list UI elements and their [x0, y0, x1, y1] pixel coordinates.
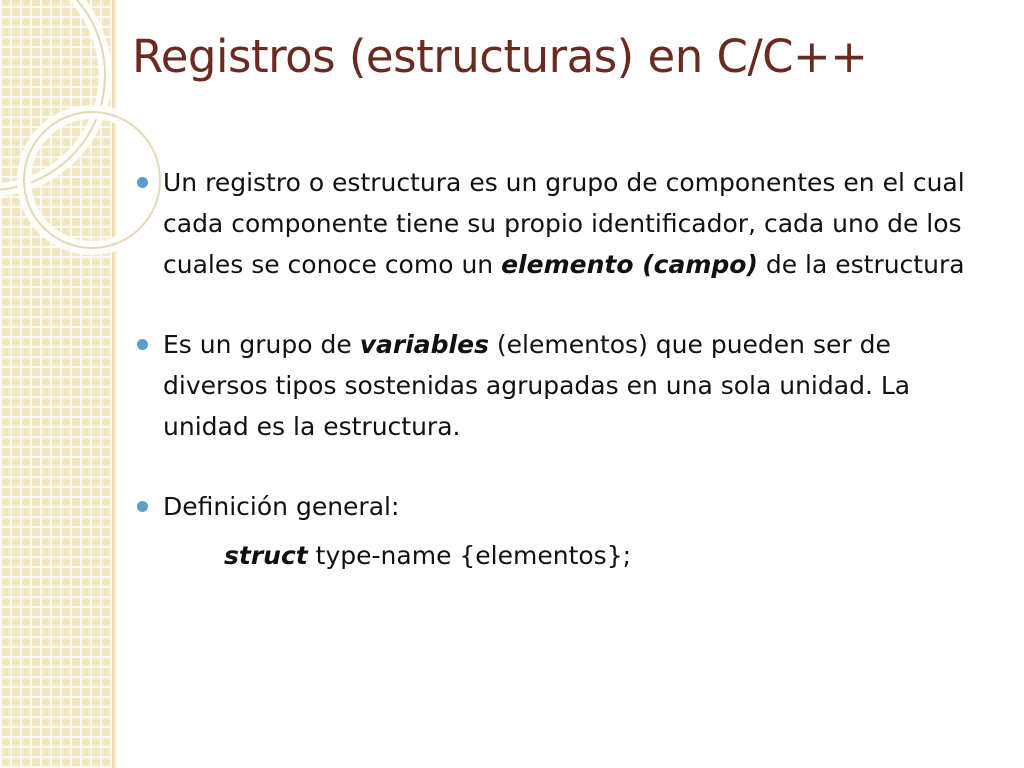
bullet-dot-icon: [137, 339, 148, 350]
slide-title: Registros (estructuras) en C/C++: [132, 30, 868, 83]
bullet-dot-icon: [137, 501, 148, 512]
bullet-2-text-after: (elementos) que pueden ser de diversos tipos sostenidas agrupadas en una sola unidad. La unidad es la estructura.: [163, 330, 911, 441]
bullet-dot-icon: [137, 177, 148, 188]
decorative-ring-large: [0, 0, 105, 190]
bullet-1-text-after: de la estructura: [757, 250, 965, 279]
struct-keyword: struct: [224, 541, 308, 570]
slide-content: [132, 162, 992, 576]
bullet-3-text: Definición general:: [163, 492, 400, 521]
bullet-1-emphasis: elemento (campo): [501, 250, 758, 279]
decorative-rings: [0, 0, 140, 260]
bullet-1-text: Un registro o estructura es un grupo de componentes en el cual cada componente tiene su propio identificador, cada uno de los cuales se conoce como un: [163, 168, 965, 279]
struct-definition-rest: type-name {elementos};: [307, 541, 632, 570]
bullet-item-3: [132, 486, 992, 527]
bullet-2-emphasis: variables: [359, 330, 489, 359]
bullet-item-2: [132, 324, 992, 447]
bullet-item-1: [132, 162, 992, 285]
struct-definition-line: [132, 535, 992, 576]
bullet-2-text: Es un grupo de: [163, 330, 360, 359]
